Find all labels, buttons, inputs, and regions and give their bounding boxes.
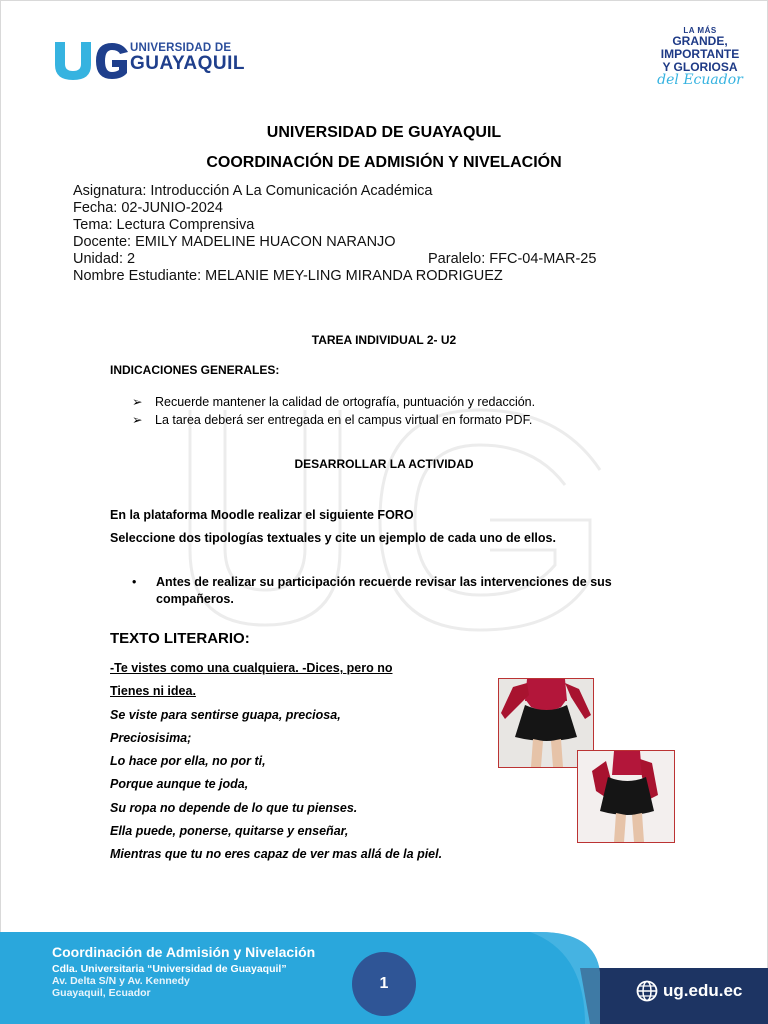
arrow-bullet-icon: ➢ [132, 413, 143, 427]
slogan-line-1: LA MÁS [683, 26, 717, 35]
meta-unidad-row [73, 251, 597, 268]
meta-paralelo: Paralelo: FFC-04-MAR-25 [428, 251, 597, 267]
university-title: UNIVERSIDAD DE GUAYAQUIL [266, 124, 502, 141]
poem-line: Tienes ni idea. [110, 684, 196, 699]
footer-title: Coordinación de Admisión y Nivelación [52, 944, 316, 960]
poem-line: Preciosisima; [110, 730, 192, 745]
indications-list [132, 393, 535, 429]
coordination-title: COORDINACIÓN DE ADMISIÓN Y NIVELACIÓN [206, 154, 562, 171]
foro-instructions [110, 504, 556, 550]
poem-line: Porque aunque te joda, [110, 777, 249, 792]
footer-subtitle: Cdla. Universitaria “Universidad de Guayaquil” [52, 963, 287, 975]
meta-unidad: Unidad: 2 [73, 251, 136, 267]
slogan-line-5: del Ecuador [657, 72, 743, 88]
footer-address [52, 963, 287, 999]
poem-line: -Te vistes como una cualquiera. -Dices, pero no [110, 661, 393, 675]
poem-line: Su ropa no depende de lo que tu pienses. [110, 800, 358, 815]
poem-line: Lo hace por ella, no por ti, [110, 754, 266, 769]
meta-docente: Docente: EMILY MADELINE HUACON NARANJO [73, 234, 396, 250]
indications-title: INDICACIONES GENERALES: [110, 363, 280, 377]
logo-line-1: UNIVERSIDAD DE [130, 42, 232, 54]
reminder-text: Antes de realizar su participación recuerde revisar las intervenciones de sus compañeros. [156, 575, 612, 606]
indication-text: Recuerde mantener la calidad de ortografía, puntuación y redacción. [155, 395, 536, 409]
logo-line-2: GUAYAQUIL [130, 53, 246, 74]
poem-line: Ella puede, ponerse, quitarse y enseñar, [110, 824, 349, 839]
slogan-block [650, 26, 750, 88]
website-link[interactable]: ug.edu.ec [663, 981, 743, 1000]
activity-title: DESARROLLAR LA ACTIVIDAD [294, 457, 474, 471]
dot-bullet-icon: • [132, 575, 137, 589]
poem-line: Mientras que tu no eres capaz de ver mas allá de la piel. [110, 847, 443, 862]
indication-item [132, 393, 535, 411]
arrow-bullet-icon: ➢ [132, 395, 143, 409]
ug-logo-text [130, 42, 245, 74]
reminder-item [132, 574, 612, 608]
indication-text: La tarea deberá ser entregada en el campus virtual en formato PDF. [155, 413, 533, 427]
footer-address-line-2: Guayaquil, Ecuador [52, 987, 151, 999]
slogan-line-2: GRANDE, [672, 34, 728, 48]
slogan-line-3: IMPORTANTE [660, 47, 740, 61]
foro-line-2: Seleccione dos tipologías textuales y cite un ejemplo de cada uno de ellos. [110, 531, 556, 545]
literary-title: TEXTO LITERARIO: [110, 630, 250, 647]
literary-poem [110, 657, 442, 867]
meta-asignatura: Asignatura: Introducción A La Comunicación Académica [73, 183, 433, 199]
ug-logo-icon [52, 38, 132, 82]
globe-icon [636, 980, 658, 1002]
poem-line: Se viste para sentirse guapa, preciosa, [110, 707, 341, 722]
outfit-photo-2 [577, 750, 675, 843]
indication-item [132, 411, 535, 429]
slogan-line-4: Y GLORIOSA [662, 60, 738, 74]
assignment-meta [73, 183, 597, 285]
task-title: TAREA INDIVIDUAL 2- U2 [311, 333, 457, 347]
meta-fecha: Fecha: 02-JUNIO-2024 [73, 200, 223, 216]
meta-tema: Tema: Lectura Comprensiva [73, 217, 255, 233]
page-number: 1 [352, 952, 416, 1016]
footer-address-line-1: Av. Delta S/N y Av. Kennedy [52, 975, 190, 987]
meta-estudiante: Nombre Estudiante: MELANIE MEY-LING MIRANDA RODRIGUEZ [73, 268, 503, 284]
foro-line-1: En la plataforma Moodle realizar el siguiente FORO [110, 508, 414, 522]
